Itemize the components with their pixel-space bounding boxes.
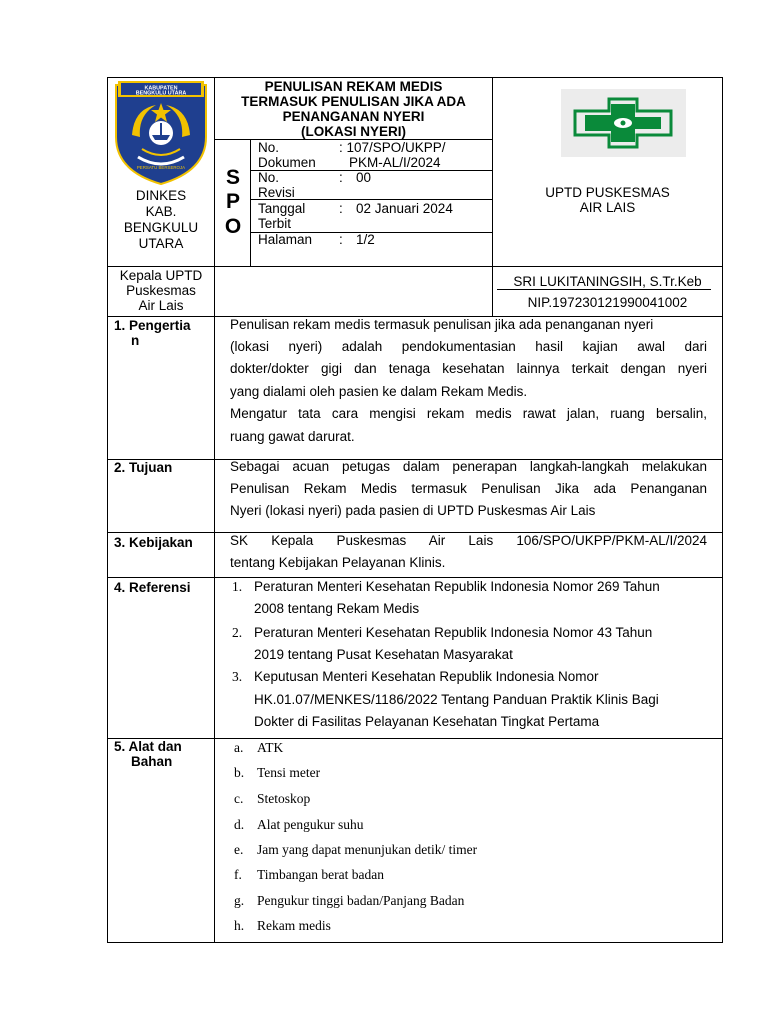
svg-text:PERSATU BERSEROJA: PERSATU BERSEROJA [136,165,186,170]
pengertian-line-2: (lokasi nyeri) adalah pendokumentasian hasil kajian awal dari [230,339,707,354]
tujuan-line-2: Penulisan Rekam Medis termasuk Penulisan Jika ada Penanganan [230,481,707,496]
doc-title-line-3: PENANGANAN NYERI [282,109,425,124]
tanggal-terbit-label-2: Terbit [258,216,292,231]
table-border-top [107,77,723,78]
tujuan-label: 2. Tujuan [114,460,173,475]
svg-text:BENGKULU UTARA: BENGKULU UTARA [135,90,187,97]
tanggal-terbit-label: Tanggal [258,201,306,216]
spo-column-right [250,139,251,267]
alat-item-d: Alat pengukur suhu [257,817,364,832]
referensi-label: 4. Referensi [114,580,191,595]
referensi-2-line-2: 2019 tentang Pusat Kesehatan Masyarakat [254,647,513,662]
no-revisi-value: 00 [356,170,372,185]
signer-nip: NIP.197230121990041002 [527,295,688,310]
org-left-line-1: DINKES [135,188,187,203]
alat-letter-e: e. [234,842,244,857]
spo-letter-s: S [225,166,240,189]
col-divider-left [214,77,215,943]
alat-letter-b: b. [234,765,245,780]
svg-text:KABUPATEN: KABUPATEN [144,85,178,92]
pengertian-line-6: ruang gawat darurat. [230,429,355,444]
tanggal-terbit-separator: : [339,201,343,216]
pengertian-line-4: yang dialami oleh pasien ke dalam Rekam Medis. [230,384,528,399]
pengertian-label-2: n [131,333,140,348]
pengertian-label: 1. Pengertia [114,318,191,333]
alat-item-a: ATK [257,740,284,755]
pengertian-line-5: Mengatur tata cara mengisi rekam medis rawat jalan, ruang bersalin, [230,406,707,421]
referensi-1-line-2: 2008 tentang Rekam Medis [254,601,420,616]
alat-item-h: Rekam medis [257,918,331,933]
row-divider-referensi [107,738,723,739]
kebijakan-label: 3. Kebijakan [114,535,193,550]
doc-title-line-2: TERMASUK PENULISAN JIKA ADA [241,94,466,109]
pengertian-line-3: dokter/dokter gigi dan tenaga kesehatan lainnya terkait dengan nyeri [230,361,707,376]
signer-role-line-3: Air Lais [138,298,184,313]
halaman-separator: : [339,232,343,247]
alat-item-g: Pengukur tinggi badan/Panjang Badan [257,893,465,908]
spo-letter-o: O [224,215,242,238]
no-revisi-label: No. [258,170,280,185]
kabupaten-emblem-logo [112,79,210,187]
org-right-line-1: UPTD PUSKESMAS [545,185,670,200]
pengertian-line-1: Penulisan rekam medis termasuk penulisan jika ada penanganan nyeri [230,317,654,332]
alat-letter-d: d. [234,817,245,832]
alat-letter-h: h. [234,918,245,933]
signer-role-line-2: Puskesmas [126,283,196,298]
kebijakan-line-2: tentang Kebijakan Pelayanan Klinis. [230,555,446,570]
no-revisi-separator: : [339,170,343,185]
row-divider-header [107,266,723,267]
alat-letter-c: c. [234,791,244,806]
alat-letter-f: f. [234,867,242,882]
referensi-num-3: 3. [232,669,243,684]
alat-item-f: Timbangan berat badan [257,867,384,882]
tujuan-line-3: Nyeri (lokasi nyeri) pada pasien di UPTD Puskesmas Air Lais [230,503,596,518]
no-dokumen-label: No. [258,140,280,155]
alat-item-c: Stetoskop [257,791,311,806]
halaman-label: Halaman [258,232,313,247]
alat-label-2: Bahan [131,754,173,769]
referensi-1-line-1: Peraturan Menteri Kesehatan Republik Indonesia Nomor 269 Tahun [254,579,660,594]
signer-name: SRI LUKITANINGSIH, S.Tr.Keb [513,274,702,289]
alat-letter-g: g. [234,893,245,908]
referensi-num-1: 1. [232,579,243,594]
referensi-3-line-2: HK.01.07/MENKES/1186/2022 Tentang Panduan Praktik Klinis Bagi [254,692,659,707]
alat-item-e: Jam yang dapat menunjukan detik/ timer [257,842,478,857]
tanggal-terbit-value: 02 Januari 2024 [356,201,453,216]
table-border-bottom [107,942,723,943]
table-border-right [722,77,723,943]
org-right-line-2: AIR LAIS [579,200,636,215]
referensi-3-line-1: Keputusan Menteri Kesehatan Republik Indonesia Nomor [254,669,599,684]
org-left-line-2: KAB. [145,204,177,219]
puskesmas-logo [561,89,686,157]
doc-title-line-1: PENULISAN REKAM MEDIS [264,79,443,94]
no-dokumen-value: : 107/SPO/UKPP/ [339,140,446,155]
org-left-line-4: UTARA [138,236,184,251]
tujuan-line-1: Sebagai acuan petugas dalam penerapan langkah-langkah melakukan [230,459,707,474]
doc-title-line-4: (LOKASI NYERI) [300,124,406,139]
no-dokumen-label-2: Dokumen [258,155,316,170]
spo-letter-p: P [225,190,240,213]
kebijakan-line-1: SK Kepala Puskesmas Air Lais 106/SPO/UKPP/PKM-AL/I/2024 [230,533,707,548]
alat-label: 5. Alat dan [114,739,182,754]
alat-letter-a: a. [234,740,244,755]
referensi-2-line-1: Peraturan Menteri Kesehatan Republik Indonesia Nomor 43 Tahun [254,625,653,640]
no-dokumen-value-2: PKM-AL/I/2024 [349,155,441,170]
alat-item-b: Tensi meter [257,765,321,780]
referensi-num-2: 2. [232,625,243,640]
signer-role-line-1: Kepala UPTD [119,268,203,283]
halaman-value: 1/2 [356,232,375,247]
org-left-line-3: BENGKULU [123,220,199,235]
referensi-3-line-3: Dokter di Fasilitas Pelayanan Kesehatan Tingkat Pertama [254,714,600,729]
no-revisi-label-2: Revisi [258,185,295,200]
